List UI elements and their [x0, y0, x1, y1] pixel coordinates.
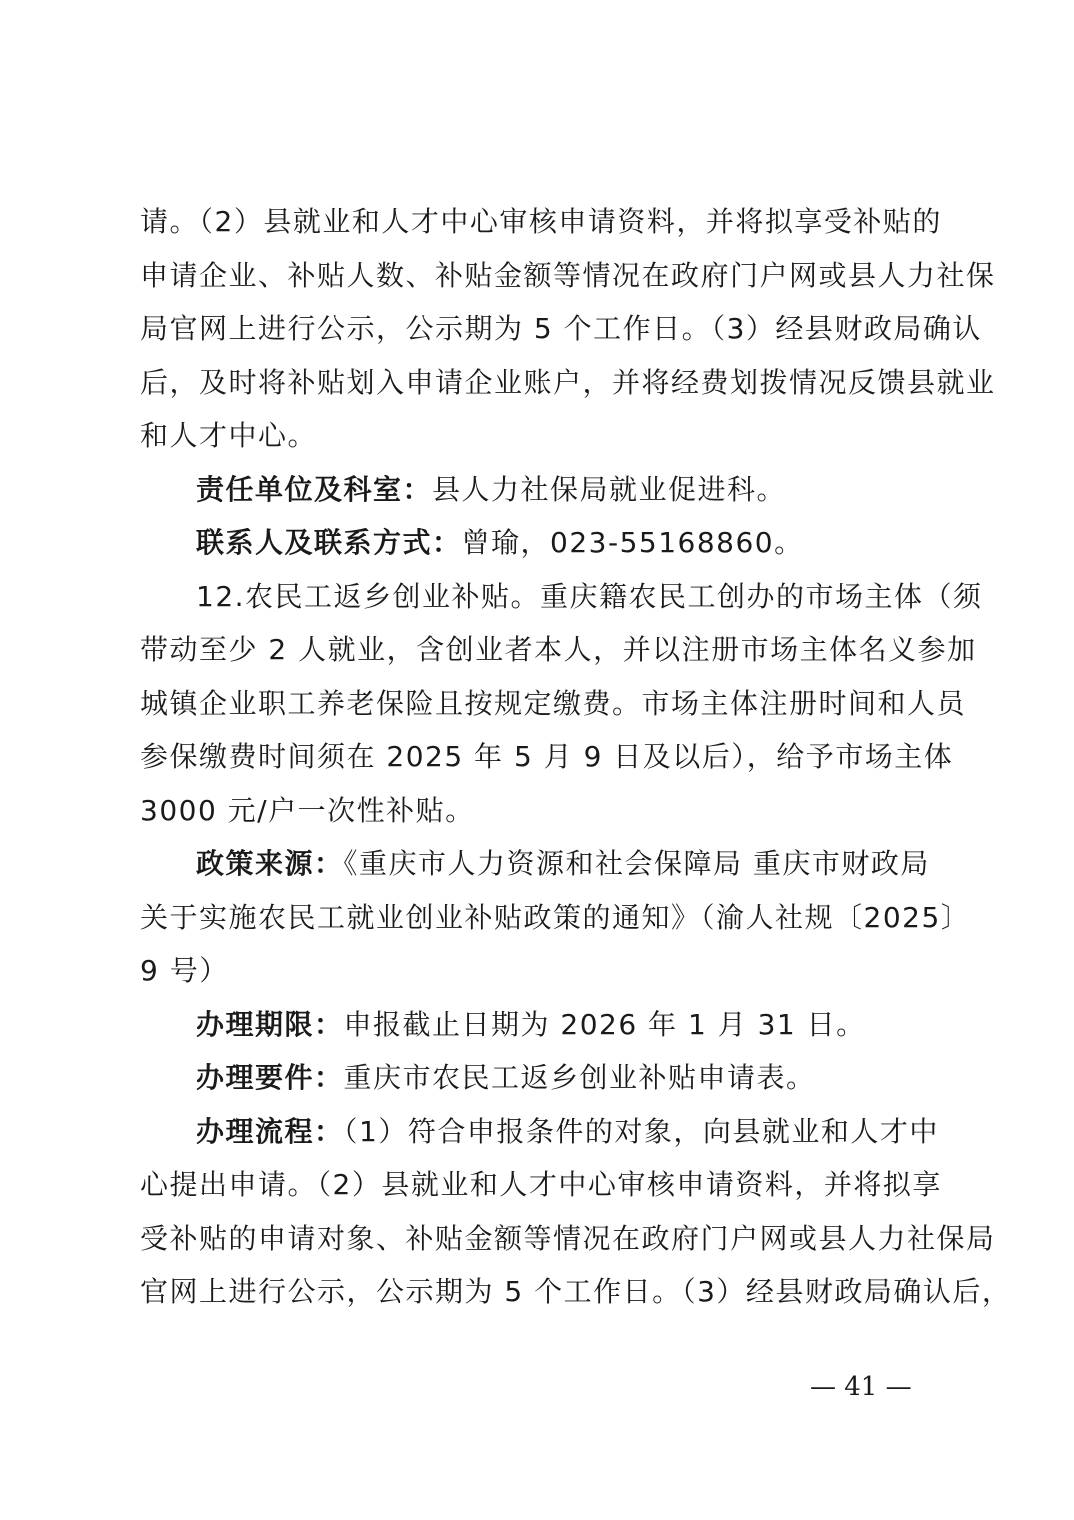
- paragraph-line: [140, 302, 982, 356]
- paragraph-line: [140, 623, 977, 677]
- field-label: 政策来源：: [196, 847, 344, 880]
- line-text: 关于实施农民工就业创业补贴政策的通知》（渝人社规〔2025〕: [140, 900, 971, 934]
- line-text: 官网上进行公示，公示期为 5 个工作日。（3）经县财政局确认后，: [140, 1275, 1012, 1308]
- line-text: 受补贴的申请对象、补贴金额等情况在政府门户网或县人力社保局: [140, 1221, 996, 1255]
- line-text: 申请企业、补贴人数、补贴金额等情况在政府门户网或县人力社保: [140, 258, 996, 292]
- paragraph-line: [140, 1265, 1012, 1319]
- line-text: 带动至少 2 人就业，含创业者本人，并以注册市场主体名义参加: [140, 633, 977, 666]
- deadline-line: [140, 998, 940, 1052]
- line-text: 请。（2）县就业和人才中心审核申请资料，并将拟享受补贴的: [140, 205, 942, 238]
- field-value: 《重庆市人力资源和社会保障局 重庆市财政局: [343, 847, 930, 880]
- page-number: — 41 —: [810, 1372, 912, 1402]
- paragraph-line: [140, 356, 996, 410]
- paragraph-line: [140, 677, 967, 731]
- paragraph-line: [140, 249, 996, 303]
- line-text: 3000 元/户一次性补贴。: [140, 793, 475, 827]
- field-label: 办理要件：: [196, 1061, 344, 1094]
- field-value: 申报截止日期为 2026 年 1 月 31 日。: [343, 1007, 866, 1041]
- field-value: （1）符合申报条件的对象，向县就业和人才中: [343, 1114, 939, 1148]
- section-heading-line: [140, 570, 983, 624]
- field-value: 重庆市农民工返乡创业补贴申请表。: [343, 1061, 816, 1094]
- line-text: 9 号）: [140, 954, 229, 987]
- line-text: 局官网上进行公示，公示期为 5 个工作日。（3）经县财政局确认: [140, 312, 982, 345]
- paragraph-line: [140, 195, 940, 249]
- field-label: 办理期限：: [196, 1007, 344, 1041]
- paragraph-line: [140, 730, 954, 784]
- responsible-unit-line: [140, 463, 940, 517]
- field-value: 曾瑜，023-55168860。: [461, 526, 804, 559]
- line-text: 重庆籍农民工创办的市场主体（须: [540, 579, 983, 613]
- paragraph-line: [140, 1212, 996, 1266]
- field-label: 责任单位及科室：: [196, 472, 433, 506]
- line-text: 参保缴费时间须在 2025 年 5 月 9 日及以后），给予市场主体: [140, 740, 954, 773]
- paragraph-line: [140, 891, 971, 945]
- paragraph-line: [140, 1158, 940, 1212]
- paragraph-line: [140, 409, 940, 463]
- line-text: 心提出申请。（2）县就业和人才中心审核申请资料，并将拟享: [140, 1168, 942, 1201]
- line-text: 城镇企业职工养老保险且按规定缴费。市场主体注册时间和人员: [140, 686, 967, 720]
- procedure-line: [140, 1105, 940, 1159]
- policy-source-line: [140, 837, 940, 891]
- paragraph-line: [140, 784, 940, 838]
- field-label: 联系人及联系方式：: [196, 526, 462, 559]
- requirements-line: [140, 1051, 940, 1105]
- line-text: 和人才中心。: [140, 419, 318, 452]
- field-value: 县人力社保局就业促进科。: [432, 472, 787, 506]
- document-body: [140, 195, 1012, 1319]
- paragraph-line: [140, 944, 940, 998]
- section-heading: 12.农民工返乡创业补贴。: [196, 579, 541, 613]
- contact-line: [140, 516, 940, 570]
- field-label: 办理流程：: [196, 1114, 344, 1148]
- line-text: 后，及时将补贴划入申请企业账户，并将经费划拨情况反馈县就业: [140, 365, 996, 399]
